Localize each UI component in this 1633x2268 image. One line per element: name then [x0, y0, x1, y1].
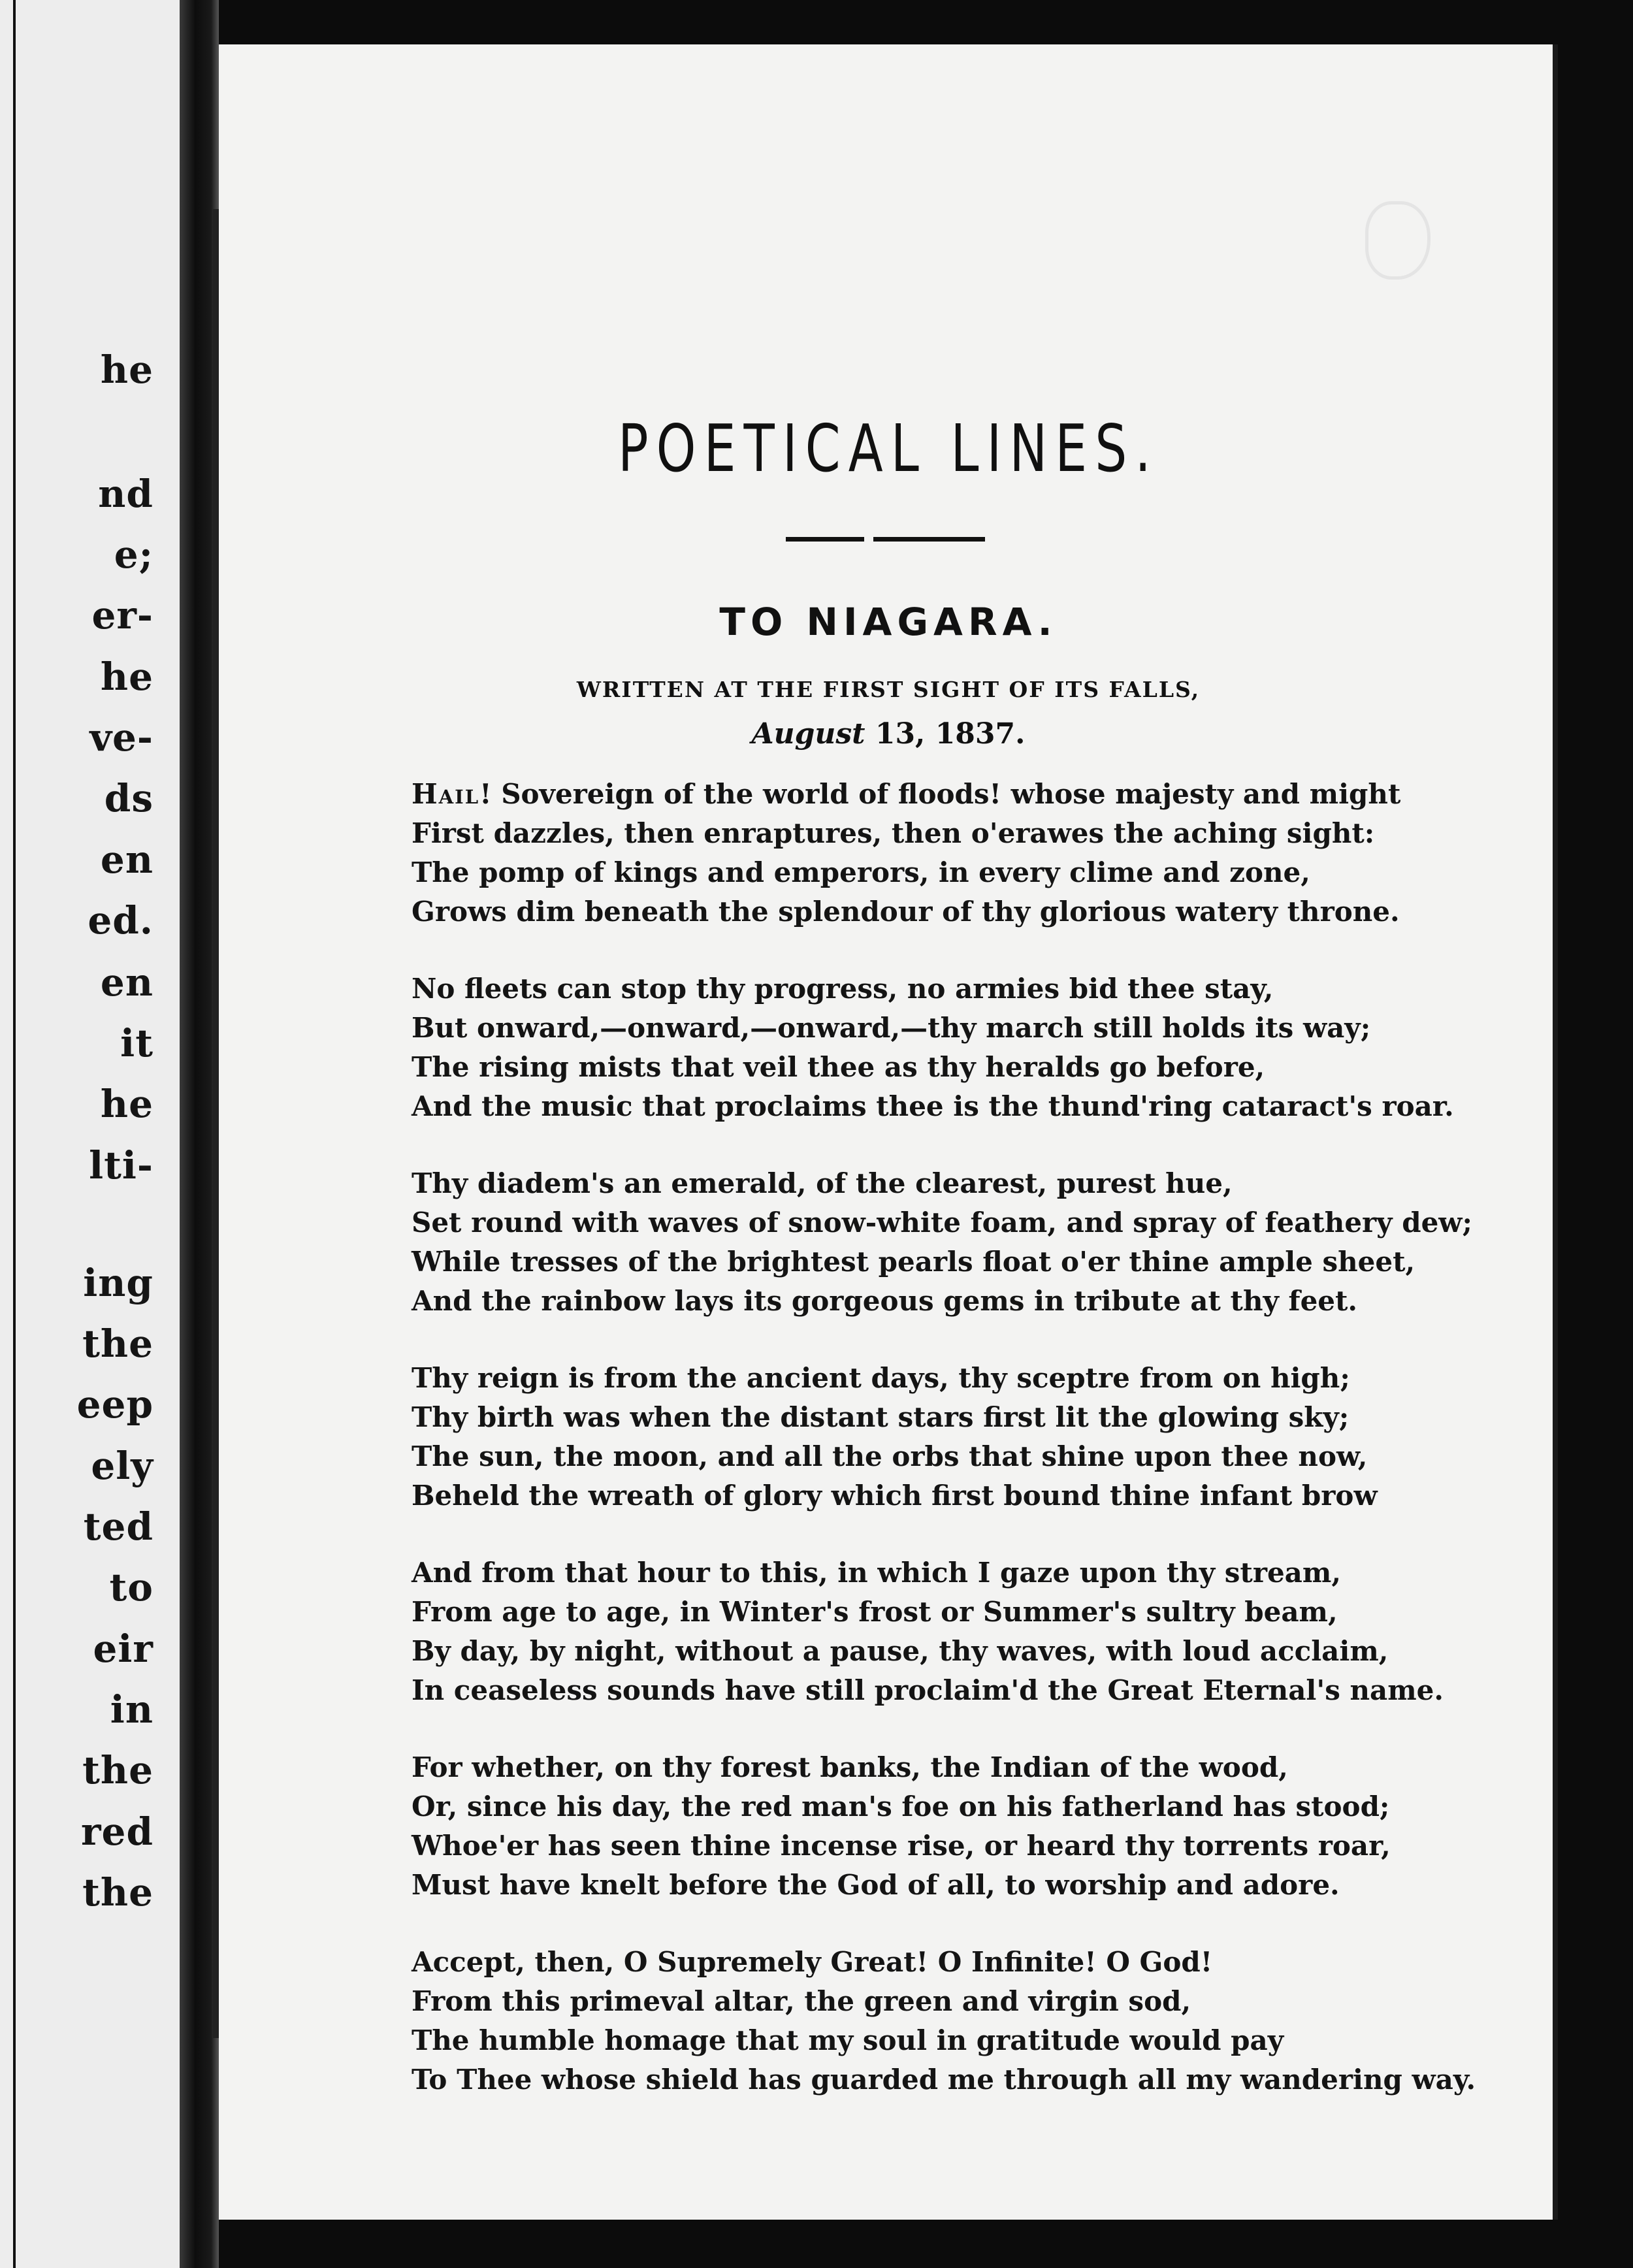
left-page-text: ing	[83, 1261, 154, 1305]
left-page-text: nd	[98, 472, 154, 516]
stanza	[412, 1359, 1535, 1515]
library-stamp	[1365, 201, 1431, 280]
poem-line: Grows dim beneath the splendour of thy glorious watery throne.	[412, 896, 1400, 928]
poem-subtitle: WRITTEN AT THE FIRST SIGHT OF ITS FALLS,	[576, 677, 1201, 702]
page-edge	[13, 0, 16, 2268]
stanza	[412, 1553, 1535, 1710]
poem-line: The sun, the moon, and all the orbs that shine upon thee now,	[412, 1440, 1368, 1472]
poem-line: Or, since his day, the red man's foe on his fatherland has stood;	[412, 1790, 1390, 1822]
poem-line: Whoe'er has seen thine incense rise, or heard thy torrents roar,	[412, 1830, 1391, 1862]
book-page	[219, 44, 1558, 2220]
stanza	[412, 775, 1535, 932]
poem-line: Thy reign is from the ancient days, thy sceptre from on high;	[412, 1362, 1350, 1394]
left-page-text: en	[100, 837, 154, 882]
poem-date	[219, 717, 1558, 751]
poem-line: Accept, then, O Supremely Great! O Infinite! O God!	[412, 1946, 1213, 1978]
left-page-text: the	[82, 1870, 154, 1915]
ornamental-rule	[786, 537, 985, 542]
left-page-text: en	[100, 960, 154, 1005]
left-page-text: the	[82, 1321, 154, 1366]
first-word: Hail	[412, 778, 480, 810]
left-page-text: it	[120, 1021, 154, 1065]
left-page-text: eir	[93, 1627, 154, 1671]
left-page-text: he	[100, 655, 154, 699]
left-page-text: to	[109, 1565, 154, 1610]
left-page-text: lti-	[89, 1143, 154, 1188]
poem-line-text: ! Sovereign of the world of floods! whose majesty and might	[479, 778, 1401, 810]
left-page-text: the	[82, 1748, 154, 1792]
stanza	[412, 1943, 1535, 2099]
poem-line: But onward,—onward,—onward,—thy march still holds its way;	[412, 1012, 1371, 1044]
poem-line: From age to age, in Winter's frost or Summer's sultry beam,	[412, 1596, 1338, 1628]
date-month: August	[751, 717, 865, 751]
left-page-text: ed.	[88, 898, 154, 943]
stanza	[412, 1164, 1535, 1321]
page-title: POETICAL LINES.	[617, 410, 1159, 487]
left-page-text: ds	[104, 776, 154, 820]
left-page-text: ve-	[89, 715, 154, 760]
date-day-year: 13, 1837.	[875, 717, 1026, 751]
poem-line: And the rainbow lays its gorgeous gems in tribute at thy feet.	[412, 1285, 1358, 1317]
poem-body	[412, 775, 1535, 2137]
poem-line: The humble homage that my soul in gratitude would pay	[412, 2024, 1284, 2056]
poem-line: Thy diadem's an emerald, of the clearest, purest hue,	[412, 1167, 1233, 1199]
poem-line: And from that hour to this, in which I gaze upon thy stream,	[412, 1557, 1341, 1589]
poem-line: For whether, on thy forest banks, the Indian of the wood,	[412, 1751, 1288, 1783]
poem-line: To Thee whose shield has guarded me through all my wandering way.	[412, 2064, 1476, 2096]
poem-line: And the music that proclaims thee is the thund'ring cataract's roar.	[412, 1090, 1454, 1122]
left-page-text: he	[100, 348, 154, 392]
stanza	[412, 1748, 1535, 1905]
previous-page-fragment	[0, 0, 180, 2268]
poem-line: The rising mists that veil thee as thy heralds go before,	[412, 1051, 1265, 1083]
poem-title: TO NIAGARA.	[719, 600, 1058, 644]
poem-line: The pomp of kings and emperors, in every clime and zone,	[412, 856, 1310, 888]
poem-line: Set round with waves of snow-white foam, and spray of feathery dew;	[412, 1207, 1472, 1239]
poem-line: Thy birth was when the distant stars first lit the glowing sky;	[412, 1401, 1350, 1433]
poem-line: No fleets can stop thy progress, no armies bid thee stay,	[412, 973, 1274, 1005]
left-page-text: e;	[114, 532, 154, 577]
poem-line: Must have knelt before the God of all, to worship and adore.	[412, 1869, 1340, 1901]
stanza	[412, 969, 1535, 1126]
poem-line: From this primeval altar, the green and virgin sod,	[412, 1985, 1191, 2017]
left-page-text: he	[100, 1082, 154, 1126]
poem-line: By day, by night, without a pause, thy waves, with loud acclaim,	[412, 1635, 1389, 1667]
poem-line: First dazzles, then enraptures, then o'erawes the aching sight:	[412, 817, 1375, 849]
poem-line: Beheld the wreath of glory which first bound thine infant brow	[412, 1480, 1378, 1512]
left-page-text: ely	[91, 1444, 154, 1488]
left-page-text: eep	[76, 1382, 154, 1427]
left-page-text: red	[80, 1809, 154, 1854]
poem-line: In ceaseless sounds have still proclaim'd the Great Eternal's name.	[412, 1674, 1444, 1706]
poem-line: While tresses of the brightest pearls float o'er thine ample sheet,	[412, 1246, 1415, 1278]
left-page-text: er-	[91, 593, 154, 638]
left-page-text: in	[110, 1687, 154, 1732]
left-page-text: ted	[83, 1504, 154, 1549]
poem-line	[412, 775, 1535, 814]
